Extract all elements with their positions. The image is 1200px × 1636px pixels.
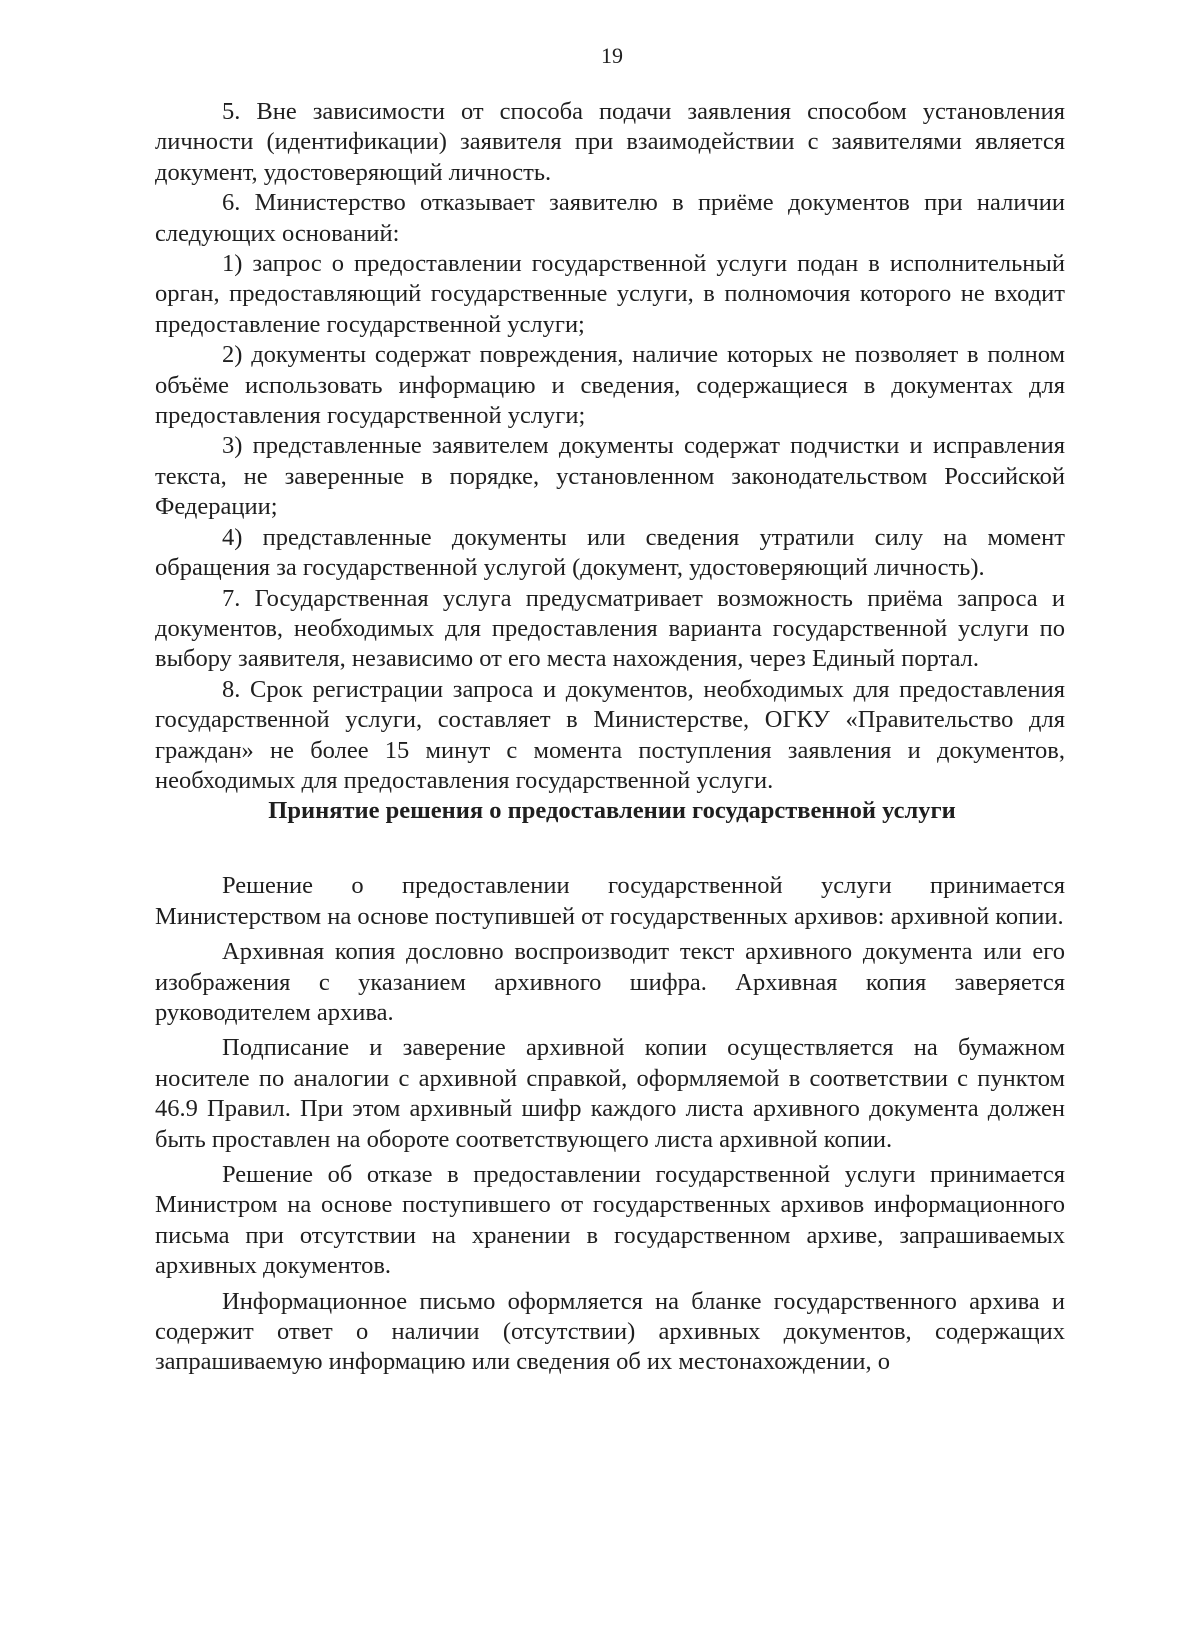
page-number: 19 xyxy=(601,43,623,68)
section-spacer xyxy=(155,826,1065,864)
paragraph-item-8: 8. Срок регистрации запроса и документов, необходимых для предоставления государственной услуги, составляет в Министерстве, ОГКУ «Правительство для граждан» не более 15 минут с момента поступления заявления и документов, необходимых для предоставления государственной услуги. xyxy=(155,675,1065,794)
paragraph-subitem-2: 2) документы содержат повреждения, наличие которых не позволяет в полном объёме использовать информацию и сведения, содержащиеся в документах для предоставления государственной услуги; xyxy=(155,341,1065,430)
paragraph-group-decision xyxy=(155,871,1065,1378)
paragraph-subitem-4: 4) представленные документы или сведения утратили силу на момент обращения за государственной услугой (документ, удостоверяющий личность). xyxy=(155,523,1065,582)
paragraph-signing: Подписание и заверение архивной копии осуществляется на бумажном носителе по аналогии с архивной справкой, оформляемой в соответствии с пунктом 46.9 Правил. При этом архивный шифр каждого листа архивного документа должен быть проставлен на обороте соответствующего листа архивной копии. xyxy=(155,1034,1065,1153)
paragraph-decision-refusal: Решение об отказе в предоставлении государственной услуги принимается Министром на основе поступившего от государственных архивов информационного письма при отсутствии на хранении в государственном архиве, запрашиваемых архивных документов. xyxy=(155,1161,1065,1280)
paragraph-item-6: 6. Министерство отказывает заявителю в приёме документов при наличии следующих оснований: xyxy=(155,189,1065,247)
paragraph-item-5: 5. Вне зависимости от способа подачи заявления способом установления личности (идентификации) заявителя при взаимодействии с заявителями является документ, удостоверяющий личность. xyxy=(155,98,1065,186)
paragraph-item-7: 7. Государственная услуга предусматривает возможность приёма запроса и документов, необходимых для предоставления варианта государственной услуги по выбору заявителя, независимо от его места нахождения, через Единый портал. xyxy=(155,584,1065,673)
paragraph-group-intake xyxy=(155,97,1065,796)
document-body xyxy=(155,97,1065,1383)
section-heading: Принятие решения о предоставлении государственной услуги xyxy=(268,797,956,825)
paragraph-info-letter: Информационное письмо оформляется на бланке государственного архива и содержит ответ о наличии (отсутствии) архивных документов, содержащих запрашиваемую информацию или сведения об их местонахождении, о xyxy=(155,1287,1065,1376)
paragraph-subitem-1: 1) запрос о предоставлении государственной услуги подан в исполнительный орган, предоставляющий государственные услуги, в полномочия которого не входит предоставление государственной услуги; xyxy=(155,250,1065,338)
paragraph-archival-copy: Архивная копия дословно воспроизводит текст архивного документа или его изображения с указанием архивного шифра. Архивная копия заверяется руководителем архива. xyxy=(155,938,1065,1026)
paragraph-subitem-3: 3) представленные заявителем документы содержат подчистки и исправления текста, не заверенные в порядке, установленном законодательством Российской Федерации; xyxy=(155,432,1065,521)
paragraph-decision-granted: Решение о предоставлении государственной услуги принимается Министерством на основе поступившей от государственных архивов: архивной копии. xyxy=(155,872,1065,930)
